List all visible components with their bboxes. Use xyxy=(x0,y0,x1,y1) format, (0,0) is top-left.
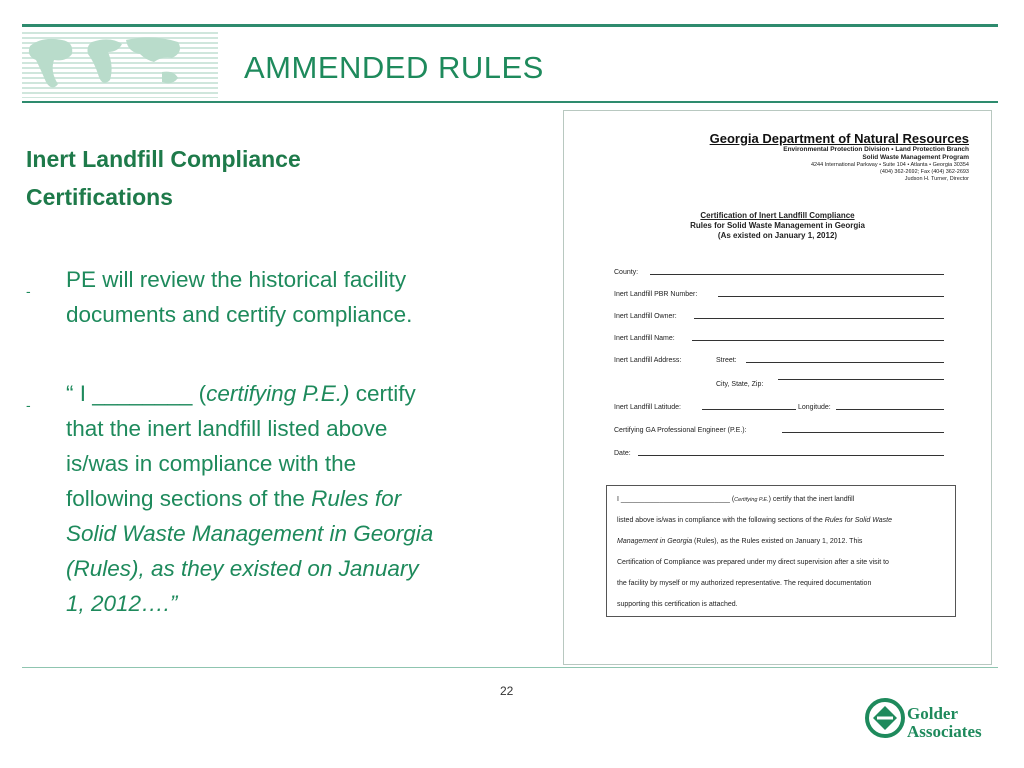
certification-title-block xyxy=(564,211,991,241)
field-engineer: Certifying GA Professional Engineer (P.E.): xyxy=(614,427,944,434)
slide-title: AMMENDED RULES xyxy=(244,50,544,85)
statement-line-5: the facility by myself or my authorized representative. The required documentation xyxy=(617,580,872,587)
field-county: County: xyxy=(614,269,944,276)
statement-line-4: Certification of Compliance was prepared under my direct supervision after a site visit to xyxy=(617,559,889,566)
bullet-2-line-5: Solid Waste Management in Georgia xyxy=(66,521,434,546)
bullet-2-line-1: “ I ________ (certifying P.E.) certify xyxy=(66,381,416,406)
world-map-icon xyxy=(22,32,218,98)
bullet-2-line-4: following sections of the Rules for xyxy=(66,486,402,511)
field-owner: Inert Landfill Owner: xyxy=(614,313,944,320)
address-line: 4244 International Parkway • Suite 104 • Atlanta • Georgia 30354 xyxy=(810,162,969,168)
world-map-banner xyxy=(22,32,218,98)
director-line: Judson H. Turner, Director xyxy=(904,176,969,182)
field-name: Inert Landfill Name: xyxy=(614,335,944,342)
bullet-2-line-2: that the inert landfill listed above xyxy=(66,416,388,441)
bullet-1-line-2: documents and certify compliance. xyxy=(66,302,413,327)
phone-line: (404) 362-2692; Fax (404) 362-2693 xyxy=(880,169,969,175)
logo-text-golder: Golder xyxy=(907,704,958,723)
field-date: Date: xyxy=(614,450,944,457)
statement-line-6: supporting this certification is attached. xyxy=(617,601,738,608)
cert-date: (As existed on January 1, 2012) xyxy=(717,231,838,240)
bullet-item-2 xyxy=(26,376,546,621)
bullet-item-1 xyxy=(26,262,546,332)
agency-name: Georgia Department of Natural Resources xyxy=(709,131,969,146)
cert-subtitle: Rules for Solid Waste Management in Georgia xyxy=(690,221,865,230)
statement-line-3: Management in Georgia (Rules), as the Rules existed on January 1, 2012. This xyxy=(617,538,863,545)
street-label: Street: xyxy=(716,357,737,364)
bullet-2-line-6: (Rules), as they existed on January xyxy=(66,556,419,581)
heading-line-1: Inert Landfill Compliance xyxy=(26,146,301,172)
field-lat-long: Inert Landfill Latitude: Longitude: xyxy=(614,404,944,411)
statement-line-1: I ____________________________ (Certifying P.E.) certify that the inert landfill xyxy=(617,496,855,503)
division-line: Environmental Protection Division • Land Protection Branch xyxy=(783,146,969,153)
program-line: Solid Waste Management Program xyxy=(862,154,969,161)
form-header xyxy=(710,131,969,183)
bullet-1-line-1: PE will review the historical facility xyxy=(66,267,407,292)
header-rule-top xyxy=(22,24,998,27)
statement-line-2: listed above is/was in compliance with the following sections of the Rules for Solid Waste xyxy=(617,517,892,524)
bullet-2-line-3: is/was in compliance with the xyxy=(66,451,357,476)
certification-statement-box xyxy=(606,485,956,617)
field-address: Inert Landfill Address: Street: xyxy=(614,357,944,364)
footer-rule xyxy=(22,667,998,668)
golder-globe-icon xyxy=(865,698,907,740)
field-pbr-number: Inert Landfill PBR Number: xyxy=(614,291,944,298)
certification-form-image: Georgia Department of Natural Resources Environmental Protection Division • Land Protection Branch Solid Waste Management Program 4244 International Parkway • Suite 104 • Atlanta • Georgia 30354 (404) 362-2692; Fax (404) 362-2693 Judson H. Turner, Director Certification of Inert Landfill Compliance Rules for Solid Waste Management in Georgia (As existed on January 1, 2012) County: Inert Landfill PBR Number: Inert Landfill Owner: Inert Landfill Name: Inert Landfill Address: Street: City, State, Zip: Inert Landfill Latitude: Longitude: Certifying GA Professional Engineer (P.E.): Date: I ____________________________ (Certifying P.E.) certify that the inert landfill listed above is/was in compliance with the following sections of the Rules for Solid Waste Management in Georgia (Rules), as the Rules existed on January 1, 2012. This Certification of Compliance was prepared under my direct supervision after a site visit to the facility by myself or my authorized representative. The required documentation supporting this certification is attached. xyxy=(563,110,992,665)
bullet-marker: - xyxy=(26,283,31,299)
header-rule-bottom xyxy=(22,101,998,103)
bullet-marker: - xyxy=(26,397,31,413)
bullet-2-line-7: 1, 2012….” xyxy=(66,591,178,616)
cert-title: Certification of Inert Landfill Compliance xyxy=(700,211,855,220)
golder-logo xyxy=(865,696,1005,746)
section-heading xyxy=(26,140,301,216)
heading-line-2: Certifications xyxy=(26,184,173,210)
logo-text-associates: Associates xyxy=(907,722,982,741)
page-number: 22 xyxy=(500,684,514,698)
